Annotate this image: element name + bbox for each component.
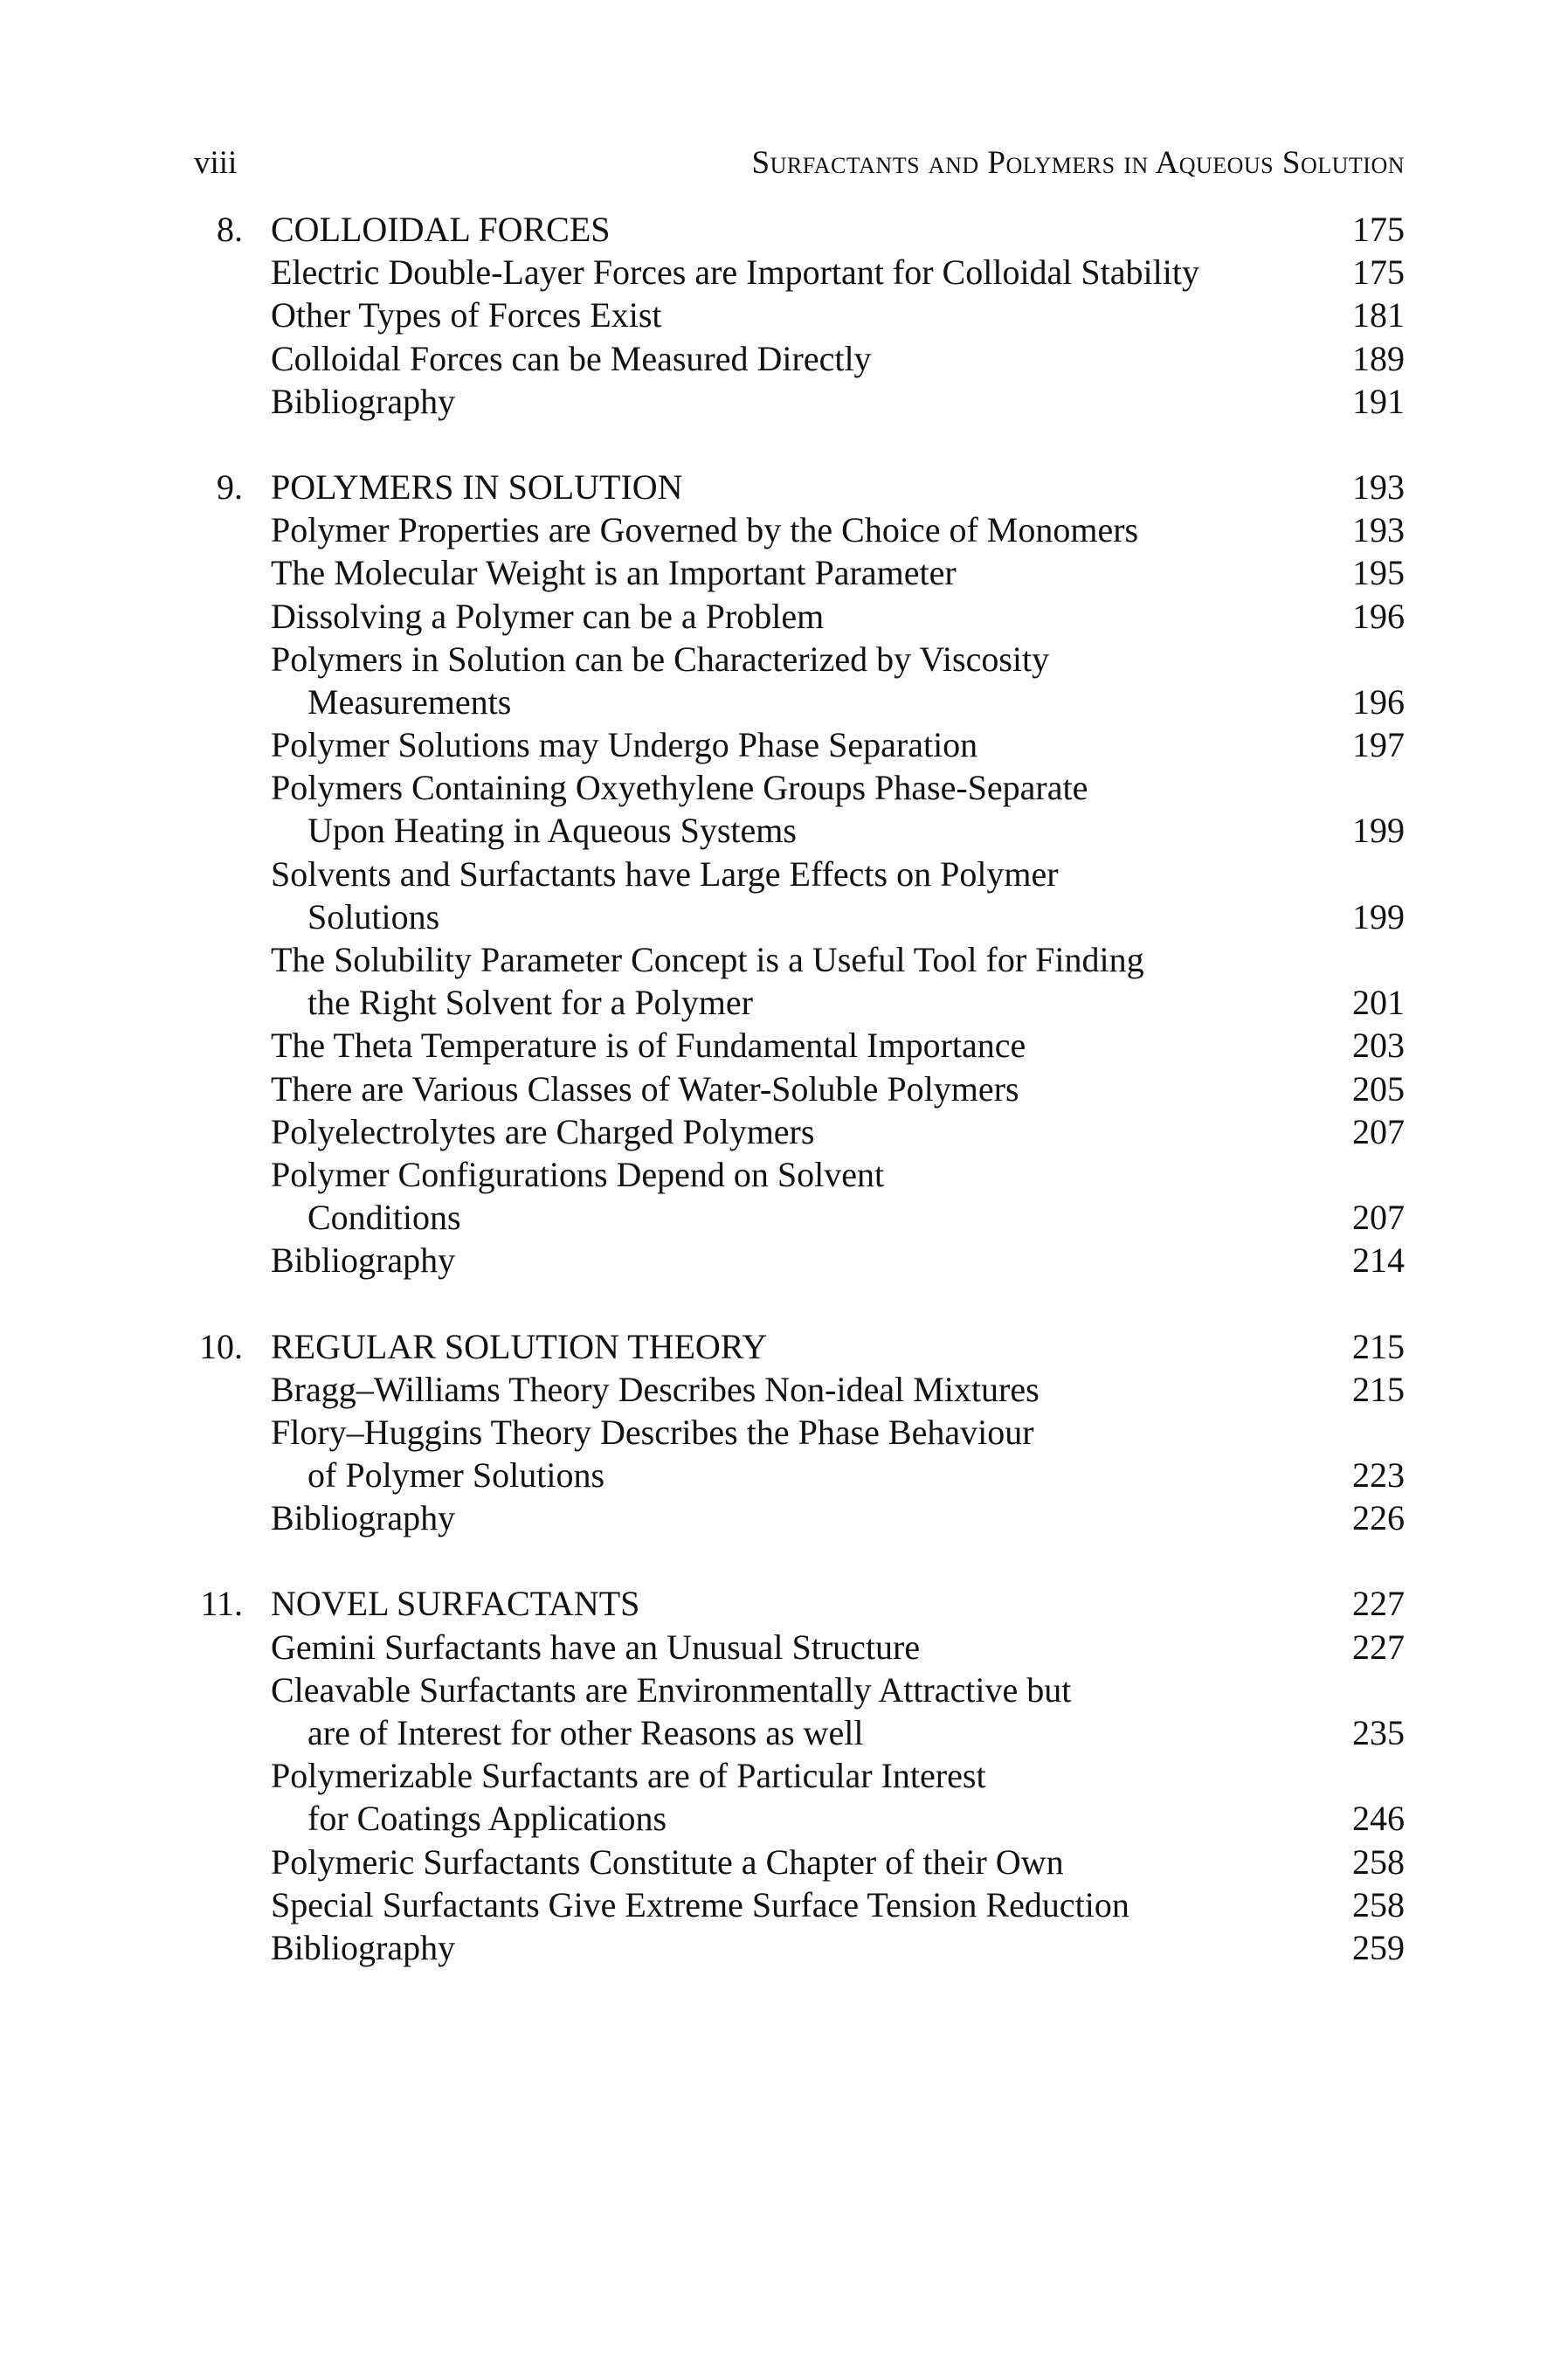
chapter-page-number: 215 <box>1352 1326 1405 1366</box>
toc-entry-page-number: 227 <box>1352 1627 1405 1667</box>
toc-entry <box>194 1883 1405 1926</box>
toc-entry-title: Dissolving a Polymer can be a Problem <box>271 596 825 636</box>
toc-entry-page-number: 196 <box>1352 681 1405 722</box>
toc-entry-title: Gemini Surfactants have an Unusual Structure <box>271 1627 921 1667</box>
chapter-heading <box>194 1582 1405 1625</box>
toc-entry <box>194 938 1405 1024</box>
toc-entry-line <box>194 938 1405 981</box>
chapter-title: REGULAR SOLUTION THEORY <box>271 1326 768 1366</box>
toc-entry <box>194 1024 1405 1067</box>
toc-entry-title-continued: Upon Heating in Aqueous Systems <box>307 811 797 851</box>
toc-entry-title: Colloidal Forces can be Measured Directly <box>271 338 872 378</box>
toc-entry-title: Polymeric Surfactants Constitute a Chapter of their Own <box>271 1841 1064 1882</box>
toc-entry-title-continued: Measurements <box>307 681 512 722</box>
toc-entry-page-number: 246 <box>1352 1799 1405 1839</box>
toc-chapter <box>194 466 1405 1282</box>
toc-entry <box>194 1153 1405 1239</box>
toc-entry-title-continued: are of Interest for other Reasons as well <box>307 1713 864 1752</box>
toc-entry <box>194 1496 1405 1539</box>
toc-entry-line <box>194 1496 1405 1539</box>
toc-entry-page-number: 197 <box>1352 725 1405 765</box>
toc-entry <box>194 551 1405 594</box>
running-head <box>194 142 1405 185</box>
chapter-heading <box>194 466 1405 508</box>
toc-entry-line <box>194 1754 1405 1797</box>
chapter-heading <box>194 208 1405 251</box>
toc-entry-title-continued: Conditions <box>307 1198 461 1238</box>
chapter-page-number: 175 <box>1352 210 1405 249</box>
toc-entry-line <box>194 380 1405 423</box>
toc-entry <box>194 337 1405 380</box>
toc-entry-title: Bragg–Williams Theory Describes Non-ideal Mixtures <box>271 1369 1040 1409</box>
toc-entry <box>194 853 1405 938</box>
toc-entry-title: Polymers in Solution can be Characterized by Viscosity <box>271 639 1050 679</box>
toc-entry <box>194 1669 1405 1754</box>
toc-entry-line <box>194 638 1405 681</box>
toc-entry-page-number: 196 <box>1352 596 1405 636</box>
toc-entry-title: Solvents and Surfactants have Large Effects on Polymer <box>271 853 1059 894</box>
chapter-page-number: 227 <box>1352 1584 1405 1624</box>
toc-entry-line <box>194 1711 1405 1754</box>
toc-entry-title: The Molecular Weight is an Important Parameter <box>271 553 957 593</box>
toc-entry-page-number: 258 <box>1352 1884 1405 1924</box>
toc-entry-title: Polymers Containing Oxyethylene Groups Phase-Separate <box>271 768 1088 808</box>
toc-entry-title: Electric Double-Layer Forces are Important for Colloidal Stability <box>271 252 1199 293</box>
toc-entry-title: There are Various Classes of Water-Soluble Polymers <box>271 1068 1019 1109</box>
toc-entry <box>194 251 1405 294</box>
toc-entry-title-continued: Solutions <box>307 896 440 936</box>
toc-entry-page-number: 205 <box>1352 1068 1405 1109</box>
toc-entry-page-number: 195 <box>1352 553 1405 593</box>
toc-entry-line <box>194 294 1405 336</box>
toc-entry-line <box>194 1626 1405 1669</box>
toc-entry-page-number: 215 <box>1352 1369 1405 1409</box>
toc-entry <box>194 508 1405 551</box>
toc-entry-line <box>194 251 1405 294</box>
toc-entry-line <box>194 723 1405 766</box>
toc-entry-line <box>194 681 1405 723</box>
toc-entry-title: The Solubility Parameter Concept is a Useful Tool for Finding <box>271 940 1144 979</box>
toc-entry-line <box>194 766 1405 809</box>
toc-entry-page-number: 259 <box>1352 1927 1405 1967</box>
toc-entry-title: The Theta Temperature is of Fundamental Importance <box>271 1026 1026 1066</box>
toc-entry-line <box>194 853 1405 895</box>
toc-entry-line <box>194 1153 1405 1196</box>
toc-entry-page-number: 199 <box>1352 811 1405 851</box>
toc-entry-title-continued: for Coatings Applications <box>307 1799 667 1839</box>
toc-entry-page-number: 175 <box>1352 252 1405 293</box>
toc-entry-line <box>194 1110 1405 1153</box>
toc-entry-line <box>194 1196 1405 1239</box>
toc-entry <box>194 1841 1405 1883</box>
toc-entry-line <box>194 1841 1405 1883</box>
toc-entry-page-number: 181 <box>1352 295 1405 335</box>
toc-entry-page-number: 199 <box>1352 896 1405 936</box>
toc-entry-page-number: 214 <box>1352 1240 1405 1281</box>
toc-entry-page-number: 193 <box>1352 510 1405 550</box>
chapter-number: 11. <box>200 1584 243 1624</box>
toc-entry <box>194 1754 1405 1840</box>
toc-entry-line <box>194 895 1405 938</box>
toc-entry <box>194 638 1405 723</box>
table-of-contents <box>194 208 1405 2012</box>
toc-entry-title: Bibliography <box>271 381 456 421</box>
chapter-title: POLYMERS IN SOLUTION <box>271 466 683 507</box>
toc-entry <box>194 766 1405 852</box>
toc-entry-title: Bibliography <box>271 1240 456 1281</box>
toc-entry-title-continued: the Right Solvent for a Polymer <box>307 983 753 1023</box>
toc-entry-page-number: 235 <box>1352 1713 1405 1752</box>
running-head-title: Surfactants and Polymers in Aqueous Solution <box>751 145 1405 181</box>
toc-entry-title: Polyelectrolytes are Charged Polymers <box>271 1111 815 1151</box>
toc-entry-line <box>194 1024 1405 1067</box>
toc-entry <box>194 1626 1405 1669</box>
toc-entry-line <box>194 1239 1405 1282</box>
toc-entry-title: Polymerizable Surfactants are of Particular Interest <box>271 1756 986 1796</box>
toc-entry-page-number: 189 <box>1352 338 1405 378</box>
toc-entry-page-number: 207 <box>1352 1111 1405 1151</box>
toc-entry-page-number: 207 <box>1352 1198 1405 1238</box>
chapter-heading <box>194 1325 1405 1368</box>
toc-entry <box>194 1411 1405 1496</box>
chapter-number: 9. <box>217 466 243 507</box>
chapter-title: COLLOIDAL FORCES <box>271 210 611 249</box>
toc-entry-page-number: 191 <box>1352 381 1405 421</box>
page-folio: viii <box>194 145 238 181</box>
toc-entry <box>194 595 1405 638</box>
toc-entry-title-continued: of Polymer Solutions <box>307 1455 605 1496</box>
toc-entry-line <box>194 981 1405 1024</box>
toc-entry-page-number: 201 <box>1352 983 1405 1023</box>
toc-entry-line <box>194 1669 1405 1711</box>
chapter-number: 8. <box>217 210 243 249</box>
toc-entry-line <box>194 551 1405 594</box>
toc-chapter <box>194 208 1405 423</box>
chapter-title: NOVEL SURFACTANTS <box>271 1584 640 1624</box>
toc-entry <box>194 1110 1405 1153</box>
toc-entry-title: Polymer Configurations Depend on Solvent <box>271 1154 885 1194</box>
toc-entry <box>194 380 1405 423</box>
toc-entry-line <box>194 1883 1405 1926</box>
toc-entry-title: Special Surfactants Give Extreme Surface Tension Reduction <box>271 1884 1129 1924</box>
toc-entry-page-number: 226 <box>1352 1498 1405 1538</box>
toc-entry <box>194 1368 1405 1411</box>
chapter-page-number: 193 <box>1352 466 1405 507</box>
toc-entry-line <box>194 809 1405 852</box>
toc-entry-title: Bibliography <box>271 1927 456 1967</box>
toc-entry-title: Flory–Huggins Theory Describes the Phase Behaviour <box>271 1412 1034 1452</box>
toc-entry-line <box>194 337 1405 380</box>
toc-entry-line <box>194 1797 1405 1840</box>
toc-entry-line <box>194 508 1405 551</box>
toc-entry <box>194 1926 1405 1969</box>
toc-entry-title: Polymer Properties are Governed by the Choice of Monomers <box>271 510 1139 550</box>
toc-entry-title: Other Types of Forces Exist <box>271 295 662 335</box>
toc-entry-page-number: 223 <box>1352 1455 1405 1496</box>
toc-entry-page-number: 258 <box>1352 1841 1405 1882</box>
toc-entry-line <box>194 1926 1405 1969</box>
toc-entry-line <box>194 1067 1405 1110</box>
toc-entry <box>194 723 1405 766</box>
toc-entry <box>194 1239 1405 1282</box>
toc-entry-line <box>194 1454 1405 1496</box>
toc-entry-page-number: 203 <box>1352 1026 1405 1066</box>
toc-entry <box>194 1067 1405 1110</box>
toc-entry-title: Polymer Solutions may Undergo Phase Separation <box>271 725 978 765</box>
toc-entry-line <box>194 595 1405 638</box>
toc-entry-title: Cleavable Surfactants are Environmentally Attractive but <box>271 1669 1072 1710</box>
chapter-number: 10. <box>199 1326 243 1366</box>
toc-chapter <box>194 1582 1405 1969</box>
toc-entry-title: Bibliography <box>271 1498 456 1538</box>
toc-chapter <box>194 1325 1405 1540</box>
toc-entry-line <box>194 1411 1405 1454</box>
toc-entry <box>194 294 1405 336</box>
toc-entry-line <box>194 1368 1405 1411</box>
